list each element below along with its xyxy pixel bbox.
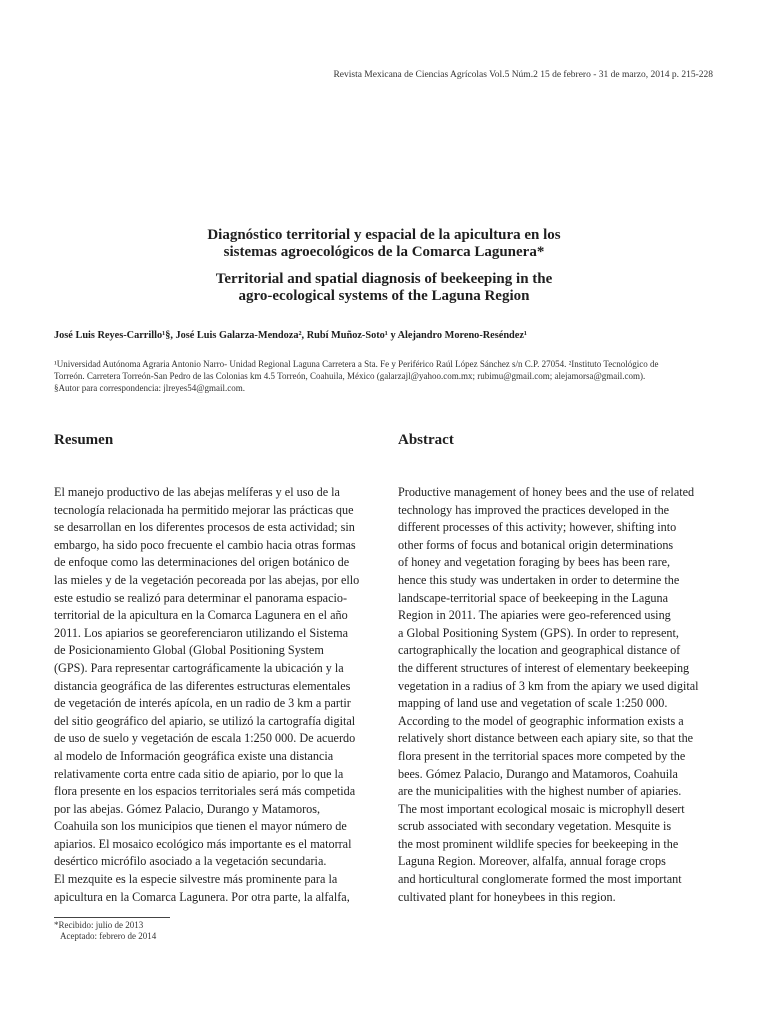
resumen-text-line: apiarios. El mosaico ecológico más importante es el matorral (54, 836, 352, 851)
author-list: José Luis Reyes-Carrillo¹§, José Luis Galarza-Mendoza², Rubí Muñoz-Soto¹ y Alejandro Moreno-Reséndez¹ (54, 330, 528, 341)
abstract-text-line: the different structures of interest of elementary beekeeping (398, 660, 690, 675)
abstract-text-line: The most important ecological mosaic is microphyll desert (398, 801, 685, 816)
abstract-text-line: landscape-territorial space of beekeeping in the Laguna (398, 590, 669, 605)
resumen-text-line: por las abejas. Gómez Palacio, Durango y Matamoros, (54, 801, 321, 816)
affiliation-line-1: ¹Universidad Autónoma Agraria Antonio Narro- Unidad Regional Laguna Carretera a Sta. Fe y Periférico Raúl López Sánchez s/n C.P. 27054. ²Instituto Tecnológico de (54, 359, 659, 369)
abstract-text-line: other forms of focus and botanical origin determinations (398, 537, 674, 552)
abstract-text-line: scrub associated with secondary vegetation. Mesquite is (398, 819, 672, 834)
resumen-text-line: (GPS). Para representar cartográficamente la ubicación y la (54, 660, 344, 675)
title-block (0, 227, 768, 305)
resumen-body (54, 484, 370, 906)
received-date: *Recibido: julio de 2013 (54, 920, 144, 930)
resumen-text-line: de enfoque como las determinaciones del origen botánico de (54, 555, 350, 570)
resumen-text-line: apicultura en la Comarca Lagunera. Por otra parte, la alfalfa, (54, 889, 350, 904)
resumen-text-line: distancia geográfica de las diferentes estructuras elementales (54, 678, 351, 693)
resumen-text-line: desértico micrófilo asociado a la vegetación secundaria. (54, 854, 327, 869)
abstract-text-line: flora present in the territorial spaces more competed by the (398, 748, 686, 763)
abstract-body (398, 484, 714, 906)
corresponding-author: §Autor para correspondencia: jlreyes54@gmail.com. (54, 383, 245, 393)
resumen-text-line: este estudio se realizó para determinar el panorama espacio- (54, 590, 348, 605)
abstract-text-line: According to the model of geographic information exists a (398, 713, 684, 728)
affiliation-line-2: Torreón. Carretera Torreón-San Pedro de las Colonias km 4.5 Torreón, Coahuila, México (galarzajl@yahoo.com.mx; rubimu@gmail.com; alejamorsa@gmail.com). (54, 371, 646, 381)
footnote-divider (54, 917, 170, 918)
resumen-text-line: se desarrollan en los diferentes procesos de esta actividad; sin (54, 520, 355, 535)
abstract-column (398, 430, 714, 906)
abstract-text-line: the most prominent wildlife species for beekeeping in the (398, 836, 679, 851)
resumen-column (54, 430, 370, 906)
resumen-text-line: de vegetación de interés apícola, en un radio de 3 km a partir (54, 696, 351, 711)
abstract-text-line: technology has improved the practices developed in the (398, 502, 670, 517)
resumen-text-line: relativamente corta entre cada sitio de apiario, por lo que la (54, 766, 344, 781)
abstract-heading: Abstract (398, 432, 454, 448)
title-english-line-1: Territorial and spatial diagnosis of beekeeping in the (215, 271, 553, 287)
affiliations (54, 358, 716, 394)
abstract-text-line: Productive management of honey bees and the use of related (398, 485, 695, 499)
resumen-text-line: al modelo de Información geográfica existe una distancia (54, 748, 334, 763)
resumen-text-line: tecnología relacionada ha permitido mejorar las prácticas que (54, 502, 354, 517)
resumen-text-line: de Posicionamiento Global (Global Positioning System (54, 643, 324, 658)
resumen-text-line: 2011. Los apiarios se georeferenciaron utilizando el Sistema (54, 625, 348, 640)
abstract-text-line: a Global Positioning System (GPS). In order to represent, (398, 625, 679, 640)
title-spanish-line-2: sistemas agroecológicos de la Comarca Lagunera* (223, 244, 545, 260)
accepted-date: Aceptado: febrero de 2014 (60, 931, 157, 941)
title-english-line-2: agro-ecological systems of the Laguna Region (238, 288, 530, 304)
resumen-text-line: El mezquite es la especie silvestre más prominente para la (54, 872, 338, 887)
abstract-text-line: are the municipalities with the highest number of apiaries. (398, 784, 682, 799)
title-spanish-line-1: Diagnóstico territorial y espacial de la apicultura en los (207, 227, 561, 243)
abstract-text-line: bees. Gómez Palacio, Durango and Matamoros, Coahuila (398, 766, 678, 781)
abstract-text-line: and horticultural conglomerate formed the most important (398, 872, 682, 887)
resumen-text-line: territorial de la apicultura en la Comarca Lagunera en el año (54, 608, 348, 623)
abstract-text-line: relatively short distance between each apiary site, so that the (398, 731, 694, 746)
abstract-text-line: cultivated plant for honeybees in this region. (398, 889, 616, 904)
footnote (54, 920, 156, 942)
resumen-text-line: Coahuila son los municipios que tienen el mayor número de (54, 819, 347, 834)
abstract-text-line: mapping of land use and vegetation of scale 1:250 000. (398, 696, 668, 711)
resumen-text-line: embargo, ha sido poco frecuente el cambio hacia otras formas (54, 537, 356, 552)
abstract-text-line: Laguna Region. Moreover, alfalfa, annual forage crops (398, 854, 666, 869)
abstract-text-line: of honey and vegetation foraging by bees has been rare, (398, 555, 671, 570)
resumen-text-line: flora presente en los espacios territoriales será más competida (54, 784, 356, 799)
journal-citation-header: Revista Mexicana de Ciencias Agrícolas Vol.5 Núm.2 15 de febrero - 31 de marzo, 2014 p. 215-228 (333, 70, 713, 80)
resumen-text-line: de uso de suelo y vegetación de escala 1:250 000. De acuerdo (54, 731, 356, 746)
resumen-heading: Resumen (54, 432, 114, 448)
abstract-text-line: different processes of this activity; however, shifting into (398, 520, 677, 535)
resumen-text-line: las mieles y de la vegetación pecoreada por las abejas, por ello (54, 572, 360, 587)
resumen-text-line: del sitio geográfico del apiario, se utilizó la cartografía digital (54, 713, 356, 728)
resumen-text-line: El manejo productivo de las abejas melíferas y el uso de la (54, 485, 340, 499)
abstract-text-line: hence this study was undertaken in order to determine the (398, 572, 680, 587)
abstract-text-line: vegetation in a radius of 3 km from the apiary we used digital (398, 678, 699, 693)
abstract-text-line: Region in 2011. The apiaries were geo-referenced using (398, 608, 671, 623)
abstract-text-line: cartographically the location and geographical distance of (398, 643, 681, 658)
